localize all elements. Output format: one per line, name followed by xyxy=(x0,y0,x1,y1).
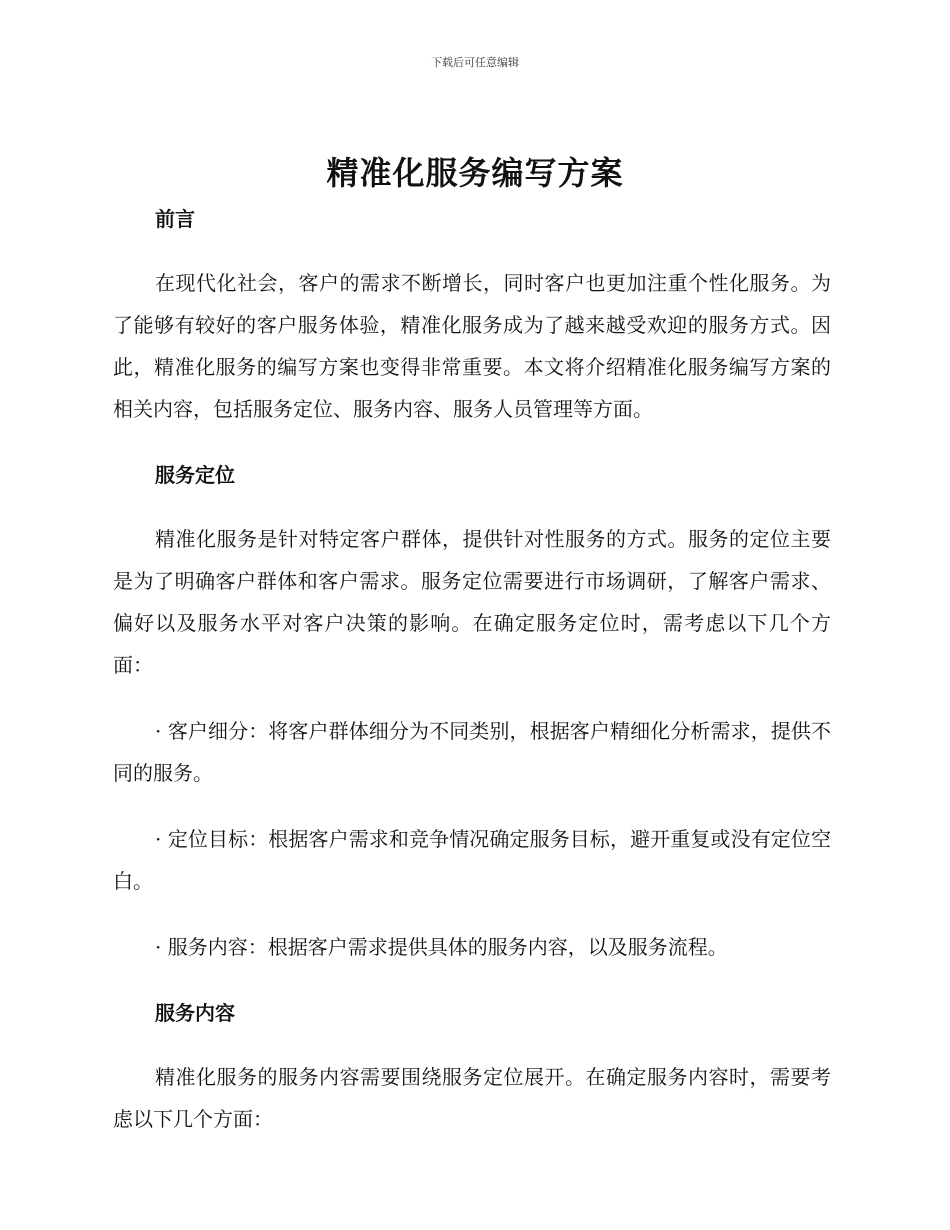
section-service-content xyxy=(113,992,831,1140)
section-heading: 服务定位 xyxy=(155,463,235,487)
document-body xyxy=(113,198,831,1140)
section-service-positioning xyxy=(113,454,831,992)
paragraph: 精准化服务是针对特定客户群体，提供针对性服务的方式。服务的定位主要是为了明确客户群体和客户需求。服务定位需要进行市场调研，了解客户需求、偏好以及服务水平对客户决策的影响。在确定服务定位时，需考虑以下几个方面： xyxy=(113,527,831,677)
document-title: 精准化服务编写方案 xyxy=(326,154,624,192)
section-preface xyxy=(113,198,831,454)
page-header-note: 下载后可任意编辑 xyxy=(431,56,519,69)
section-heading: 服务内容 xyxy=(155,1001,235,1025)
paragraph: 在现代化社会，客户的需求不断增长，同时客户也更加注重个性化服务。为了能够有较好的客户服务体验，精准化服务成为了越来越受欢迎的服务方式。因此，精准化服务的编写方案也变得非常重要。本文将介绍精准化服务编写方案的相关内容，包括服务定位、服务内容、服务人员管理等方面。 xyxy=(113,271,831,421)
bullet-item: · 服务内容：根据客户需求提供具体的服务内容，以及服务流程。 xyxy=(155,935,728,959)
bullet-item: · 定位目标：根据客户需求和竞争情况确定服务目标，避开重复或没有定位空白。 xyxy=(113,827,831,893)
paragraph: 精准化服务的服务内容需要围绕服务定位展开。在确定服务内容时，需要考虑以下几个方面： xyxy=(113,1065,831,1131)
bullet-item: · 客户细分：将客户群体细分为不同类别，根据客户精细化分析需求，提供不同的服务。 xyxy=(113,719,831,785)
section-heading: 前言 xyxy=(155,207,195,231)
